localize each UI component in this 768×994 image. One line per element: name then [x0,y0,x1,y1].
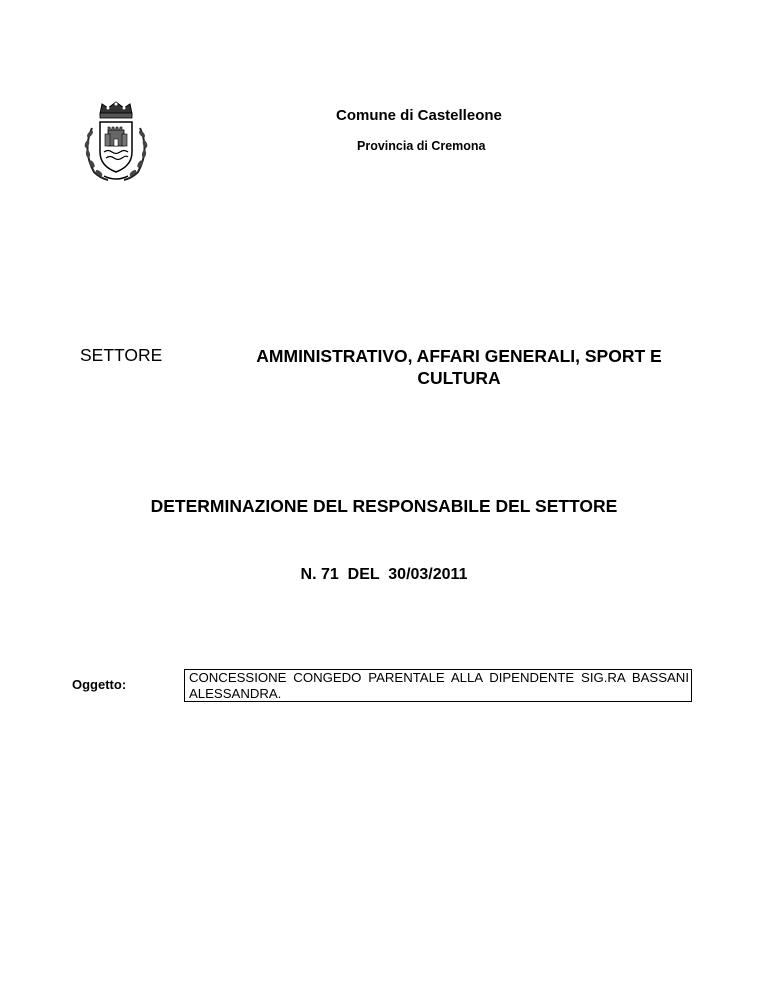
document-number: N. 71 DEL 30/03/2011 [300,566,468,583]
municipality-name: Comune di Castelleone [336,107,502,124]
sector-label: SETTORE [80,345,163,365]
subject-text: CONCESSIONE CONGEDO PARENTALE ALLA DIPENDENTE SIG.RA BASSANI ALESSANDRA. [184,669,692,702]
coat-of-arms-icon [78,100,154,184]
sector-name: AMMINISTRATIVO, AFFARI GENERALI, SPORT E CULTURA [256,346,662,388]
document-title: DETERMINAZIONE DEL RESPONSABILE DEL SETTORE [150,496,618,516]
subject-label: Oggetto: [72,677,127,692]
province-name: Provincia di Cremona [357,139,486,153]
